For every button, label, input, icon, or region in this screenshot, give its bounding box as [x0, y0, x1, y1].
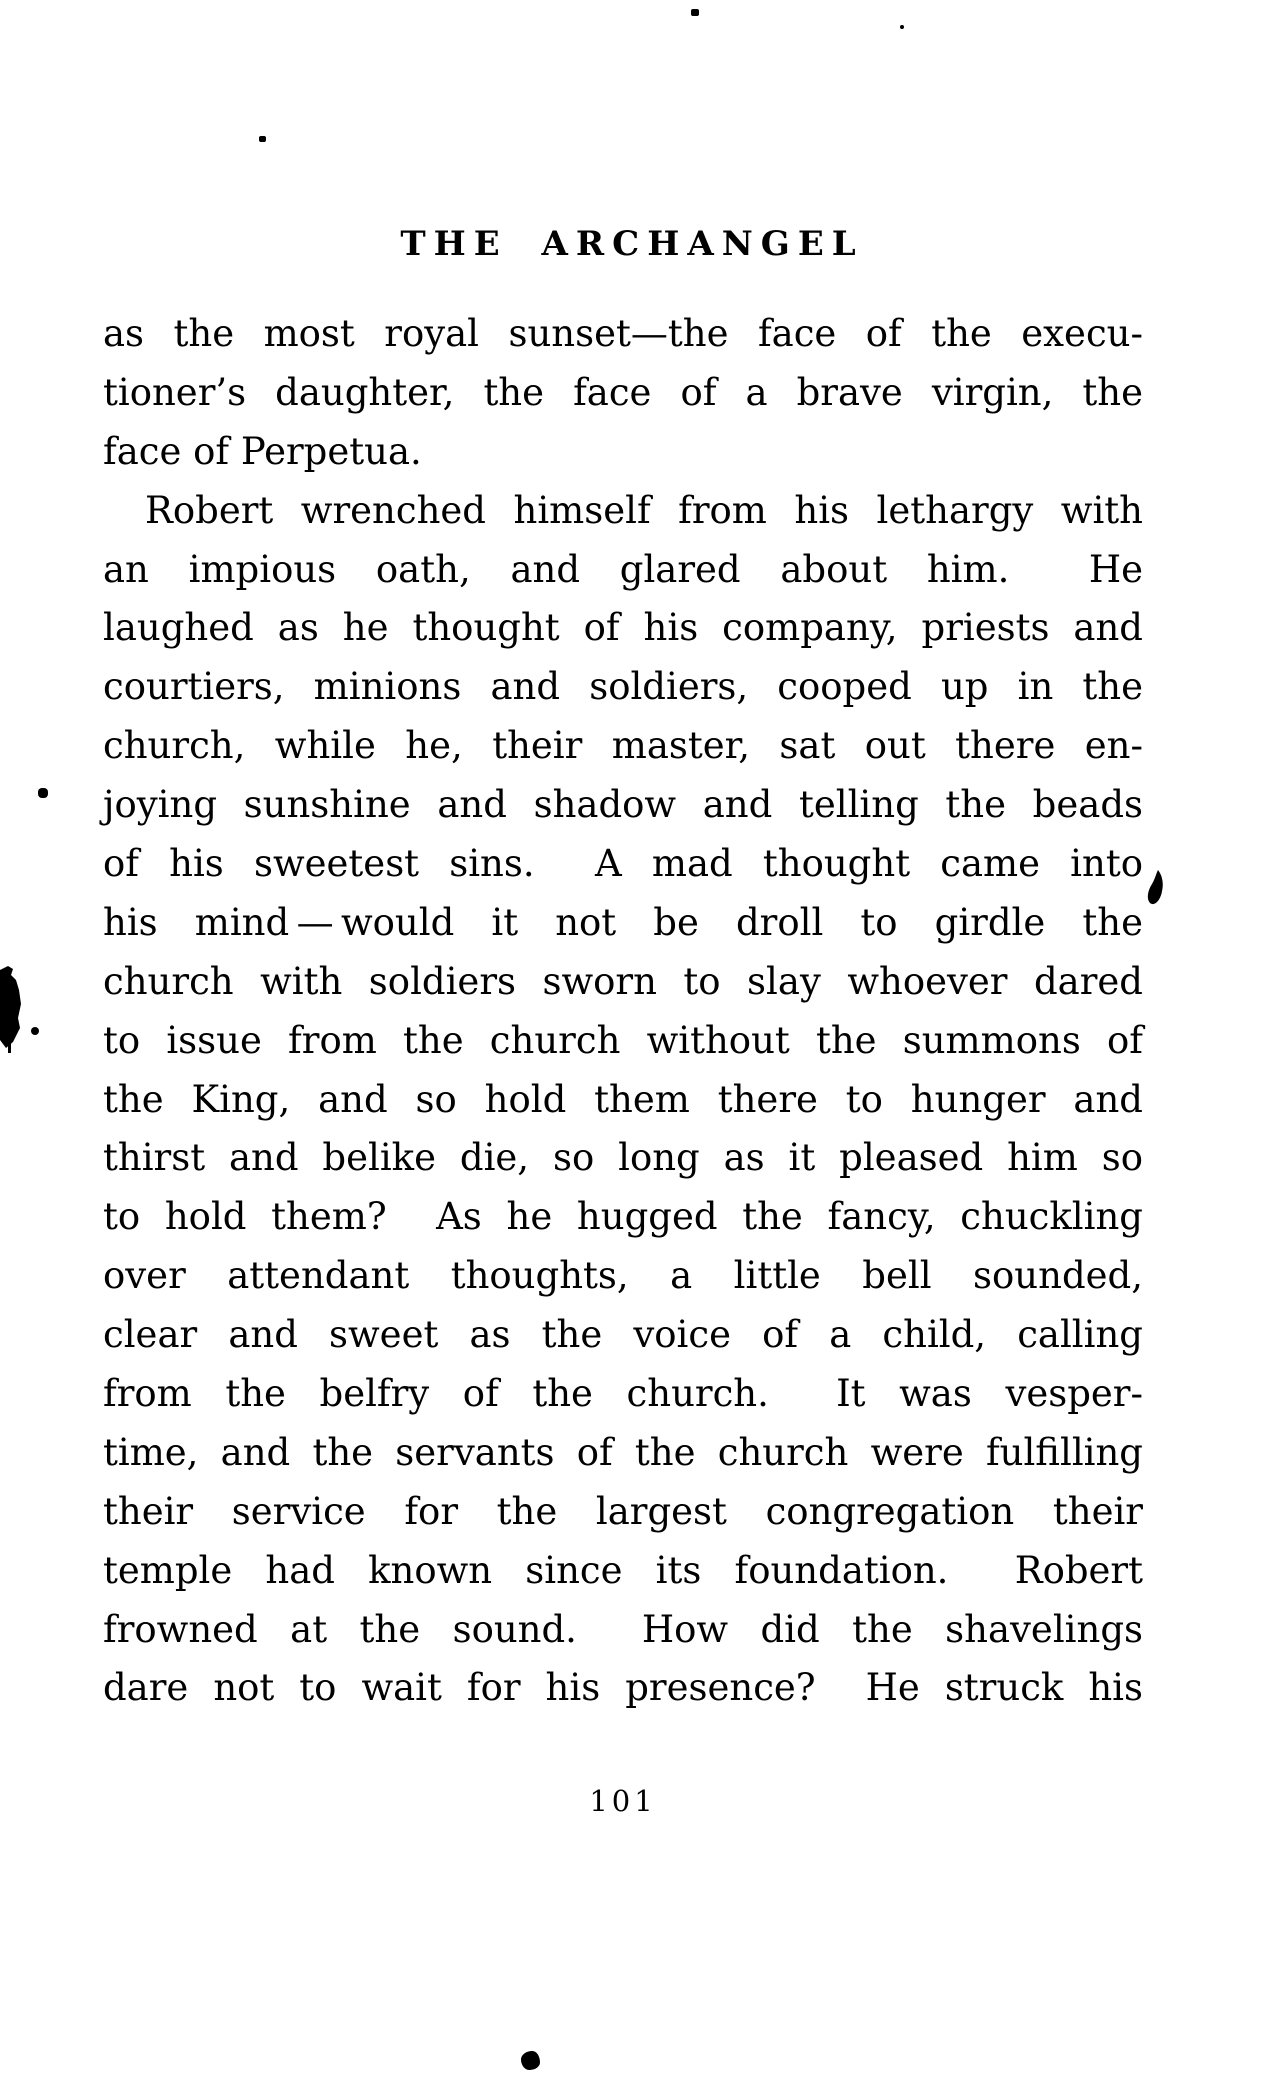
text-line: face of Perpetua.: [103, 429, 422, 473]
ink-speck-top-right: [900, 25, 904, 29]
text-line: joying sunshine and shadow and telling the beads: [103, 783, 1143, 827]
ink-mark-after-into: [1146, 870, 1164, 908]
text-line: Robert wrenched himself from his lethargy with: [145, 488, 1143, 532]
text-line: of his sweetest sins. A mad thought came into: [103, 842, 1143, 886]
text-line: his mind — would it not be droll to girdle the: [103, 900, 1143, 944]
text-line: from the belfry of the church. It was vesper-: [103, 1372, 1143, 1416]
text-line: their service for the largest congregation their: [103, 1489, 1143, 1533]
text-line: temple had known since its foundation. Robert: [103, 1548, 1143, 1592]
ink-speck-mid-left: [38, 788, 48, 798]
text-line: an impious oath, and glared about him. He: [103, 547, 1143, 591]
text-line: laughed as he thought of his company, priests and: [103, 606, 1143, 650]
text-line: over attendant thoughts, a little bell sounded,: [103, 1254, 1143, 1298]
running-header: THE ARCHANGEL: [400, 224, 864, 264]
text-line: frowned at the sound. How did the shavelings: [103, 1607, 1143, 1651]
page-body: [103, 305, 1143, 1718]
text-line: clear and sweet as the voice of a child, calling: [103, 1313, 1143, 1357]
ink-blob-left-margin: [0, 966, 26, 1052]
text-line: tioner’s daughter, the face of a brave virgin, the: [103, 370, 1143, 414]
text-line: time, and the servants of the church were fulfilling: [103, 1430, 1143, 1474]
ink-speck-top-center: [691, 9, 699, 16]
text-line: to hold them? As he hugged the fancy, chuckling: [103, 1195, 1143, 1239]
text-line: the King, and so hold them there to hunger and: [103, 1077, 1143, 1121]
ink-blob-bottom: [521, 2051, 540, 2070]
text-line: as the most royal sunset—the face of the execu-: [103, 312, 1143, 355]
text-line: church with soldiers sworn to slay whoever dared: [103, 959, 1143, 1003]
text-line: dare not to wait for his presence? He struck his: [103, 1666, 1143, 1710]
text-line: to issue from the church without the summons of: [103, 1018, 1143, 1062]
ink-speck-beside-blob: [31, 1027, 39, 1035]
ink-speck-upper-left: [259, 136, 266, 142]
ink-tick-beside-blob: [8, 1040, 11, 1053]
text-line: thirst and belike die, so long as it pleased him so: [103, 1136, 1143, 1180]
text-line: courtiers, minions and soldiers, cooped up in the: [103, 665, 1143, 709]
page-number: 101: [589, 1784, 657, 1818]
text-line: church, while he, their master, sat out there en-: [103, 724, 1143, 768]
